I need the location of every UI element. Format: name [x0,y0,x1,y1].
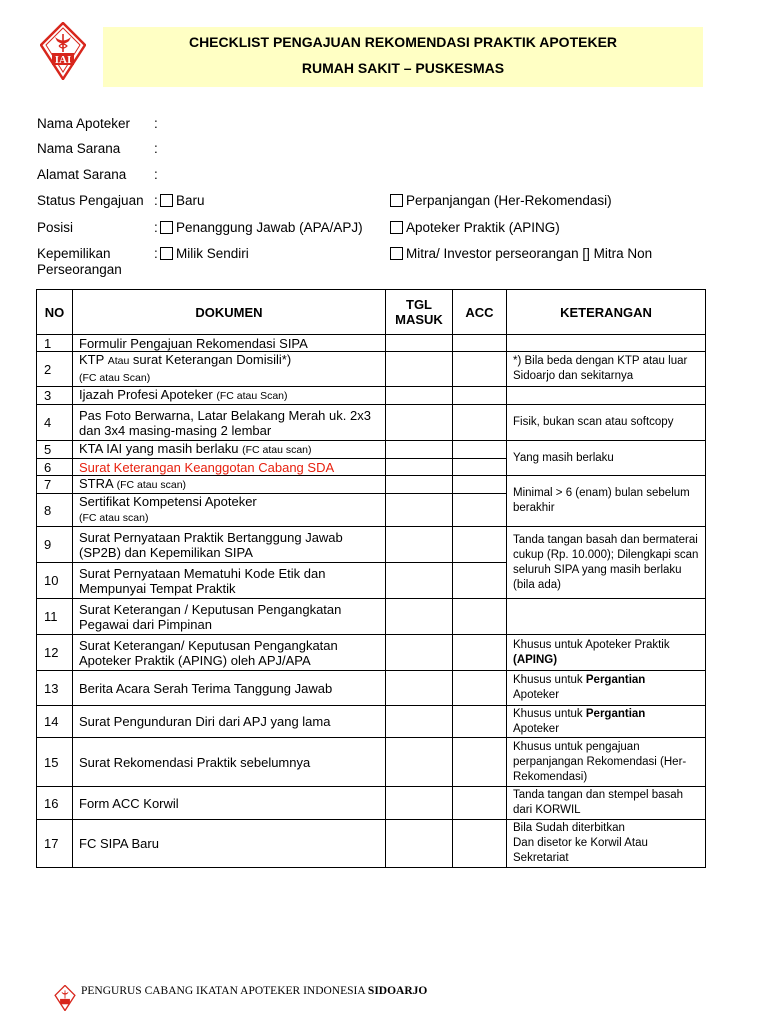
acc-cell[interactable] [453,352,507,387]
keterangan-cell: Fisik, bukan scan atau softcopy [507,405,706,441]
row-no: 14 [37,706,73,738]
acc-cell[interactable] [453,706,507,738]
kepemilikan-mitra-option[interactable] [390,246,652,262]
row-document: Surat Keterangan/ Keputusan Pengangkatan Apoteker Praktik (APING) oleh APJ/APA [73,635,386,671]
posisi-penanggung-jawab-option[interactable] [160,220,363,236]
tgl-masuk-cell[interactable] [386,635,453,671]
status-baru-label: Baru [176,193,205,208]
row-no: 5 [37,441,73,459]
table-row [37,820,706,868]
tgl-masuk-cell[interactable] [386,459,453,476]
page-subtitle: RUMAH SAKIT – PUSKESMAS [301,60,505,76]
header-acc: ACC [453,290,507,335]
table-row [37,387,706,405]
acc-cell[interactable] [453,820,507,868]
tgl-masuk-cell[interactable] [386,527,453,563]
header-band [103,27,703,87]
row-no: 6 [37,459,73,476]
keterangan-cell [507,387,706,405]
row-no: 15 [37,738,73,787]
acc-cell[interactable] [453,599,507,635]
row-no: 11 [37,599,73,635]
posisi-aping-label: Apoteker Praktik (APING) [406,220,560,235]
acc-cell[interactable] [453,405,507,441]
tgl-masuk-cell[interactable] [386,563,453,599]
row-no: 10 [37,563,73,599]
tgl-masuk-cell[interactable] [386,441,453,459]
header-tgl-masuk: TGL MASUK [386,290,453,335]
nama-sarana-colon: : [154,141,158,156]
document-checklist-table [36,289,706,868]
nama-sarana-label: Nama Sarana [37,141,121,156]
row-document: STRA (FC atau scan) [73,476,386,494]
acc-cell[interactable] [453,738,507,787]
keterangan-cell: Khusus untuk Pergantian Apoteker [507,671,706,706]
row-document: Pas Foto Berwarna, Latar Belakang Merah uk. 2x3 dan 3x4 masing-masing 2 lembar [73,405,386,441]
table-header-row [37,290,706,335]
row-no: 1 [37,335,73,352]
table-row [37,352,706,387]
row-no: 4 [37,405,73,441]
alamat-sarana-label: Alamat Sarana [37,167,127,182]
row-no: 7 [37,476,73,494]
nama-apoteker-label: Nama Apoteker [37,116,131,131]
table-row [37,635,706,671]
row-document: Surat Pernyataan Mematuhi Kode Etik dan Mempunyai Tempat Praktik [73,563,386,599]
row-document: Formulir Pengajuan Rekomendasi SIPA [73,335,386,352]
posisi-aping-option[interactable] [390,220,560,236]
table-row [37,335,706,352]
kepemilikan-colon: : [154,246,158,261]
kepemilikan-label: Kepemilikan [37,246,111,261]
acc-cell[interactable] [453,563,507,599]
footer-text: PENGURUS CABANG IKATAN APOTEKER INDONESIA SIDOARJO [81,985,428,997]
posisi-colon: : [154,220,158,235]
status-baru-option[interactable] [160,193,205,209]
keterangan-cell: Bila Sudah diterbitkan Dan disetor ke Korwil Atau Sekretariat [507,820,706,868]
tgl-masuk-cell[interactable] [386,405,453,441]
table-row [37,787,706,820]
acc-cell[interactable] [453,671,507,706]
table-row [37,738,706,787]
tgl-masuk-cell[interactable] [386,671,453,706]
keterangan-cell: Minimal > 6 (enam) bulan sebelum berakhir [507,476,706,527]
row-no: 16 [37,787,73,820]
status-pengajuan-label: Status Pengajuan [37,193,144,208]
row-document: Berita Acara Serah Terima Tanggung Jawab [73,671,386,706]
row-document: Surat Rekomendasi Praktik sebelumnya [73,738,386,787]
row-document: Surat Keterangan / Keputusan Pengangkatan Pegawai dari Pimpinan [73,599,386,635]
table-row [37,405,706,441]
row-no: 3 [37,387,73,405]
status-colon: : [154,193,158,208]
kepemilikan-label-2: Perseorangan [37,262,122,277]
keterangan-cell: Khusus untuk Pergantian Apoteker [507,706,706,738]
kepemilikan-mitra-checkbox[interactable] [390,247,403,260]
kepemilikan-milik-sendiri-label: Milik Sendiri [176,246,249,261]
table-row [37,476,706,494]
tgl-masuk-cell[interactable] [386,387,453,405]
tgl-masuk-cell[interactable] [386,599,453,635]
acc-cell[interactable] [453,494,507,527]
status-perpanjangan-label: Perpanjangan (Her-Rekomendasi) [406,193,612,208]
acc-cell[interactable] [453,787,507,820]
row-document: Ijazah Profesi Apoteker (FC atau Scan) [73,387,386,405]
table-row [37,441,706,459]
tgl-masuk-cell[interactable] [386,335,453,352]
posisi-aping-checkbox[interactable] [390,221,403,234]
header-dokumen: DOKUMEN [73,290,386,335]
keterangan-cell: Tanda tangan basah dan bermaterai cukup (Rp. 10.000); Dilengkapi scan seluruh SIPA yang masih berlaku (bila ada) [507,527,706,599]
row-document: Sertifikat Kompetensi Apoteker (FC atau scan) [73,494,386,527]
kepemilikan-milik-sendiri-checkbox[interactable] [160,247,173,260]
acc-cell[interactable] [453,387,507,405]
row-no: 8 [37,494,73,527]
status-perpanjangan-checkbox[interactable] [390,194,403,207]
row-no: 13 [37,671,73,706]
row-no: 2 [37,352,73,387]
tgl-masuk-cell[interactable] [386,820,453,868]
tgl-masuk-cell[interactable] [386,352,453,387]
alamat-sarana-colon: : [154,167,158,182]
row-no: 9 [37,527,73,563]
posisi-penanggung-jawab-checkbox[interactable] [160,221,173,234]
status-baru-checkbox[interactable] [160,194,173,207]
tgl-masuk-cell[interactable] [386,706,453,738]
row-document: FC SIPA Baru [73,820,386,868]
kepemilikan-mitra-label: Mitra/ Investor perseorangan [] Mitra Non [406,246,653,261]
footer-iai-logo [54,985,76,1011]
acc-cell[interactable] [453,635,507,671]
row-document: Form ACC Korwil [73,787,386,820]
tgl-masuk-cell[interactable] [386,494,453,527]
acc-cell[interactable] [453,476,507,494]
keterangan-cell [507,335,706,352]
logo-text: IAI [54,54,72,66]
row-document: KTA IAI yang masih berlaku (FC atau scan) [73,441,386,459]
keterangan-cell: Yang masih berlaku [507,441,706,476]
tgl-masuk-cell[interactable] [386,476,453,494]
table-row [37,671,706,706]
tgl-masuk-cell[interactable] [386,738,453,787]
iai-logo [40,22,86,80]
row-document: Surat Pengunduran Diri dari APJ yang lama [73,706,386,738]
header-no: NO [37,290,73,335]
acc-cell[interactable] [453,441,507,459]
row-no: 17 [37,820,73,868]
table-row [37,527,706,563]
table-row [37,706,706,738]
posisi-penanggung-jawab-label: Penanggung Jawab (APA/APJ) [176,220,363,235]
row-document: Surat Keterangan Keanggotan Cabang SDA [73,459,386,476]
acc-cell[interactable] [453,459,507,476]
table-row [37,599,706,635]
tgl-masuk-cell[interactable] [386,787,453,820]
row-document: KTP Atau surat Keterangan Domisili*) (FC atau Scan) [73,352,386,387]
keterangan-cell: *) Bila beda dengan KTP atau luar Sidoarjo dan sekitarnya [507,352,706,387]
row-no: 12 [37,635,73,671]
keterangan-cell: Khusus untuk Apoteker Praktik (APING) [507,635,706,671]
header-keterangan: KETERANGAN [507,290,706,335]
page-title: CHECKLIST PENGAJUAN REKOMENDASI PRAKTIK APOTEKER [188,34,618,50]
acc-cell[interactable] [453,335,507,352]
keterangan-cell: Tanda tangan dan stempel basah dari KORWIL [507,787,706,820]
posisi-label: Posisi [37,220,74,235]
nama-apoteker-colon: : [154,116,158,131]
keterangan-cell [507,599,706,635]
keterangan-cell: Khusus untuk pengajuan perpanjangan Rekomendasi (Her-Rekomendasi) [507,738,706,787]
row-document: Surat Pernyataan Praktik Bertanggung Jawab (SP2B) dan Kepemilikan SIPA [73,527,386,563]
kepemilikan-milik-sendiri-option[interactable] [160,246,249,262]
acc-cell[interactable] [453,527,507,563]
status-perpanjangan-option[interactable] [390,193,612,209]
